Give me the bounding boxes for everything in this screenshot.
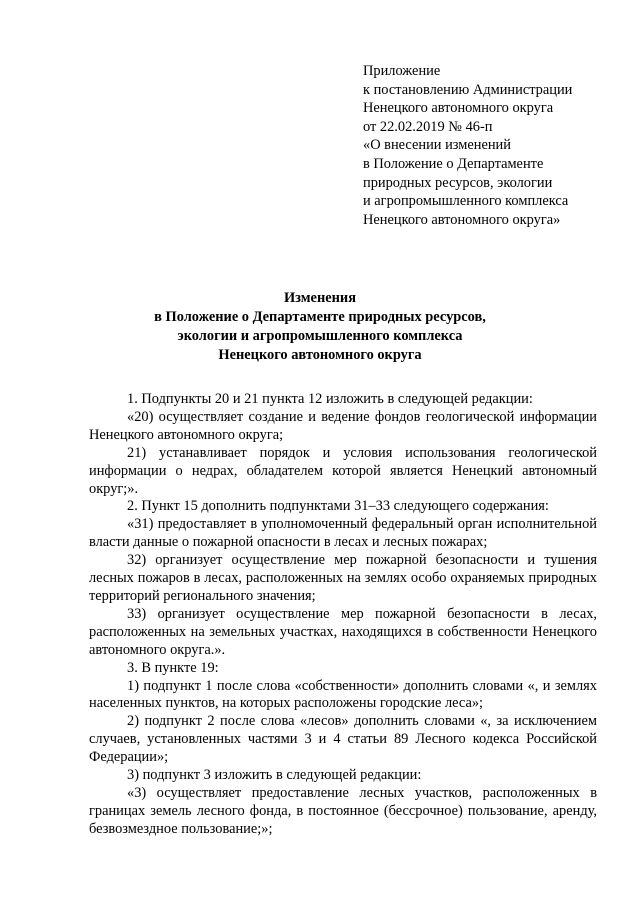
appendix-line: Приложение — [363, 63, 441, 79]
appendix-line: и агропромышленного комплекса — [363, 193, 569, 210]
title-line: экологии и агропромышленного комплекса — [177, 328, 463, 344]
document-body — [89, 391, 597, 839]
appendix-line: от 22.02.2019 № 46-п — [363, 118, 493, 135]
appendix-line: Ненецкого автономного округа — [363, 100, 554, 117]
appendix-line: Ненецкого автономного округа» — [363, 211, 561, 228]
body-paragraph: 2. Пункт 15 дополнить подпунктами 31–33 следующего содержания: — [127, 498, 549, 515]
document-title — [0, 289, 640, 365]
body-paragraph: 3. В пункте 19: — [127, 659, 219, 676]
appendix-line: в Положение о Департаменте — [363, 155, 544, 172]
appendix-line: природных ресурсов, экологии — [363, 174, 553, 191]
appendix-line: «О внесении изменений — [363, 137, 511, 154]
body-paragraph: «3) осуществляет предоставление лесных участков, расположенных в границах земель лесного фонда, в постоянное (бессрочное) пользование, аренду, безвозмездное пользование;»; — [89, 784, 597, 837]
body-paragraph: 1) подпункт 1 после слова «собственности» дополнить словами «, и землях населенных пунктов, на которых расположены городские леса»; — [89, 677, 597, 712]
body-paragraph: 32) организует осуществление мер пожарной безопасности и тушения лесных пожаров в лесах, расположенных на землях особо охраняемых природных территорий регионального значения; — [89, 552, 597, 604]
appendix-line: к постановлению Администрации — [363, 81, 573, 98]
appendix-header — [363, 62, 572, 229]
body-paragraph: 1. Подпункты 20 и 21 пункта 12 изложить в следующей редакции: — [127, 391, 533, 407]
body-paragraph: «31) предоставляет в уполномоченный федеральный орган исполнительной власти данные о пожарной опасности в лесах и лесных пожарах; — [89, 516, 597, 551]
body-paragraph: 2) подпункт 2 после слова «лесов» дополнить словами «, за исключением случаев, установленных частями 3 и 4 статьи 89 Лесного кодекса Российской Федерации»; — [89, 713, 597, 766]
body-paragraph: 3) подпункт 3 изложить в следующей редакции: — [127, 767, 422, 784]
body-paragraph: 33) организует осуществление мер пожарной безопасности в лесах, расположенных на земельных участках, находящихся в собственности Ненецкого автономного округа.». — [89, 605, 597, 658]
body-paragraph: «20) осуществляет создание и ведение фондов геологической информации Ненецкого автономного округа; — [89, 408, 597, 443]
title-line: Изменения — [283, 290, 356, 306]
title-line: в Положение о Департаменте природных ресурсов, — [154, 309, 486, 325]
title-line: Ненецкого автономного округа — [218, 347, 422, 363]
body-paragraph: 21) устанавливает порядок и условия использования геологической информации о недрах, обладателем которой является Ненецкий автономный округ;». — [89, 444, 597, 497]
